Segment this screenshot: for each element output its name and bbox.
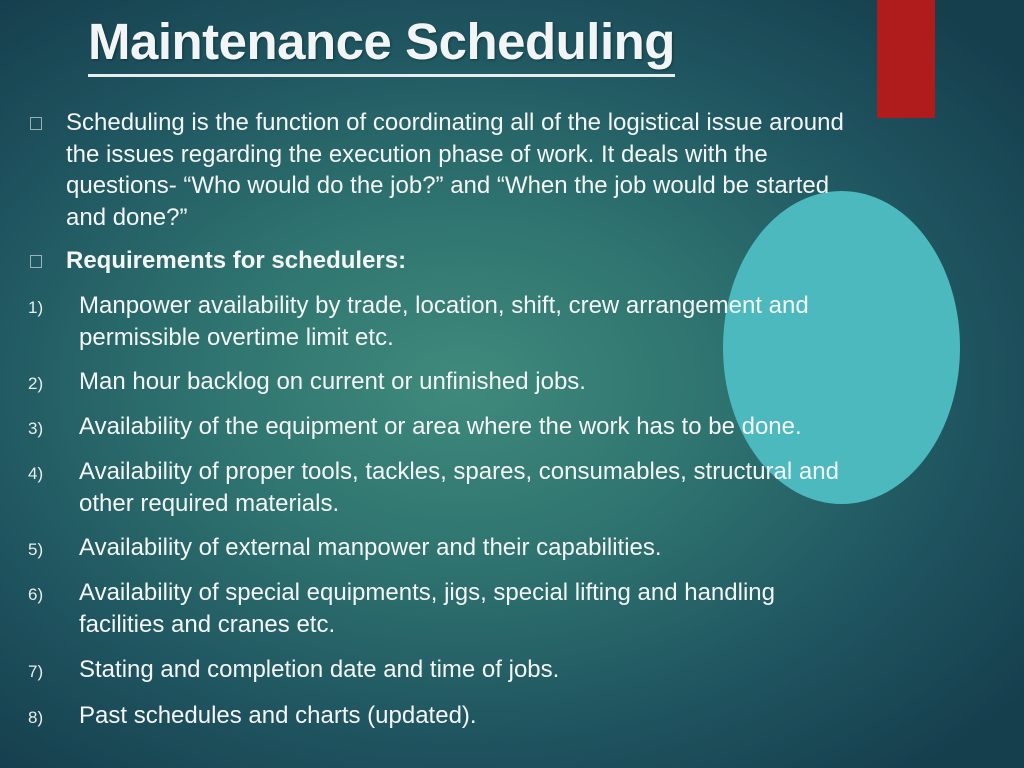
list-item-text xyxy=(79,700,477,732)
bullet-text xyxy=(66,107,844,233)
list-number: 3) xyxy=(28,419,44,438)
text-line: Past schedules and charts (updated). xyxy=(79,702,477,729)
list-number: 4) xyxy=(28,464,44,483)
text-line: Availability of external manpower and their capabilities. xyxy=(79,534,662,561)
text-line: Availability of special equipments, jigs, special lifting and handling xyxy=(79,579,775,606)
text-line: Requirements for schedulers: xyxy=(66,247,407,274)
text-line: the issues regarding the execution phase of work. It deals with the xyxy=(66,140,768,168)
text-line: Availability of the equipment or area where the work has to be done. xyxy=(79,413,802,440)
square-bullet-icon xyxy=(30,255,42,268)
square-bullet-icon xyxy=(30,117,42,130)
list-item-text xyxy=(79,456,839,519)
text-line: facilities and cranes etc. xyxy=(79,610,336,638)
list-item-text xyxy=(79,577,775,640)
list-number: 1) xyxy=(28,298,44,317)
text-line: permissible overtime limit etc. xyxy=(79,323,394,351)
text-line: Man hour backlog on current or unfinished jobs. xyxy=(79,368,586,395)
list-item-text xyxy=(79,654,559,686)
list-item-text xyxy=(79,532,662,564)
text-line: questions- “Who would do the job?” and “When the job would be started xyxy=(66,172,830,199)
list-number: 8) xyxy=(28,708,44,727)
list-number: 5) xyxy=(28,540,44,559)
text-line: and done?” xyxy=(66,203,188,231)
list-number: 2) xyxy=(28,374,44,393)
text-line: Stating and completion date and time of jobs. xyxy=(79,656,560,683)
text-line: other required materials. xyxy=(79,489,340,517)
text-line: Manpower availability by trade, location, shift, crew arrangement and xyxy=(79,292,809,319)
text-line: Scheduling is the function of coordinating all of the logistical issue around xyxy=(66,109,844,136)
slide-title: Maintenance Scheduling xyxy=(88,10,675,77)
list-item-text xyxy=(79,290,809,353)
list-number: 7) xyxy=(28,662,44,681)
text-line: Availability of proper tools, tackles, spares, consumables, structural and xyxy=(79,458,839,485)
bullet-heading xyxy=(66,245,406,277)
list-item-text xyxy=(79,411,802,443)
list-item-text xyxy=(79,366,586,398)
list-number: 6) xyxy=(28,585,44,604)
